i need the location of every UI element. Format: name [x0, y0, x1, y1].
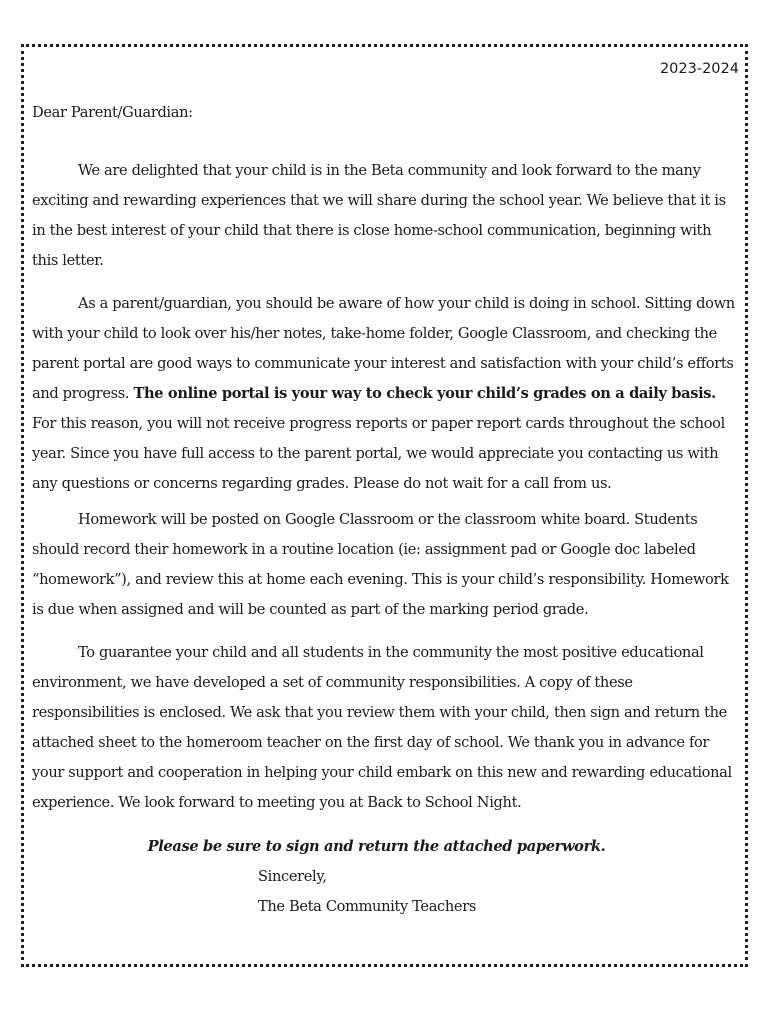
closing-line: Sincerely,	[258, 868, 327, 885]
signature-line: The Beta Community Teachers	[258, 898, 476, 915]
school-year: 2023-2024	[659, 61, 739, 77]
paragraph-parent-portal	[32, 289, 739, 499]
paragraph-responsibilities: To guarantee your child and all students in the community the most positive educational environment, we have developed a set of community responsibilities. A copy of these responsibilities is enclosed. We ask that you review them with your child, then sign and return the attached sheet to the homeroom teacher on the first day of school. We thank you in advance for your support and cooperation in helping your child embark on this new and rewarding educational experience. We look forward to meeting you at Back to School Night.	[32, 644, 732, 811]
paragraph-welcome: We are delighted that your child is in the Beta community and look forward to the many exciting and rewarding experiences that we will share during the school year. We believe that it is in the best interest of your child that there is close home-school communication, beginning with this letter.	[32, 162, 726, 269]
salutation: Dear Parent/Guardian:	[32, 104, 193, 121]
portal-emphasis-text: The online portal is your way to check your child’s grades on a daily basis.	[133, 385, 716, 402]
letter-border	[21, 44, 748, 967]
letter-body	[32, 59, 739, 922]
paragraph-homework: Homework will be posted on Google Classroom or the classroom white board. Students should record their homework in a routine location (ie: assignment pad or Google doc labeled “homework”), and review this at home each evening. This is your child’s responsibility. Homework is due when assigned and will be counted as part of the marking period grade.	[32, 511, 729, 618]
paperwork-reminder: Please be sure to sign and return the attached paperwork.	[147, 838, 606, 855]
paragraph-portal-intro: As a parent/guardian, you should be aware of how your child is doing in school. Sitting down with your child to look over his/her notes, take-home folder, Google Classroom, and checking the parent portal are good ways to communicate your interest and satisfaction with your child’s efforts and progress.	[32, 295, 735, 402]
paragraph-portal-rest: For this reason, you will not receive progress reports or paper report cards throughout the school year. Since you have full access to the parent portal, we would appreciate you contacting us with any questions or concerns regarding grades. Please do not wait for a call from us.	[32, 415, 725, 492]
